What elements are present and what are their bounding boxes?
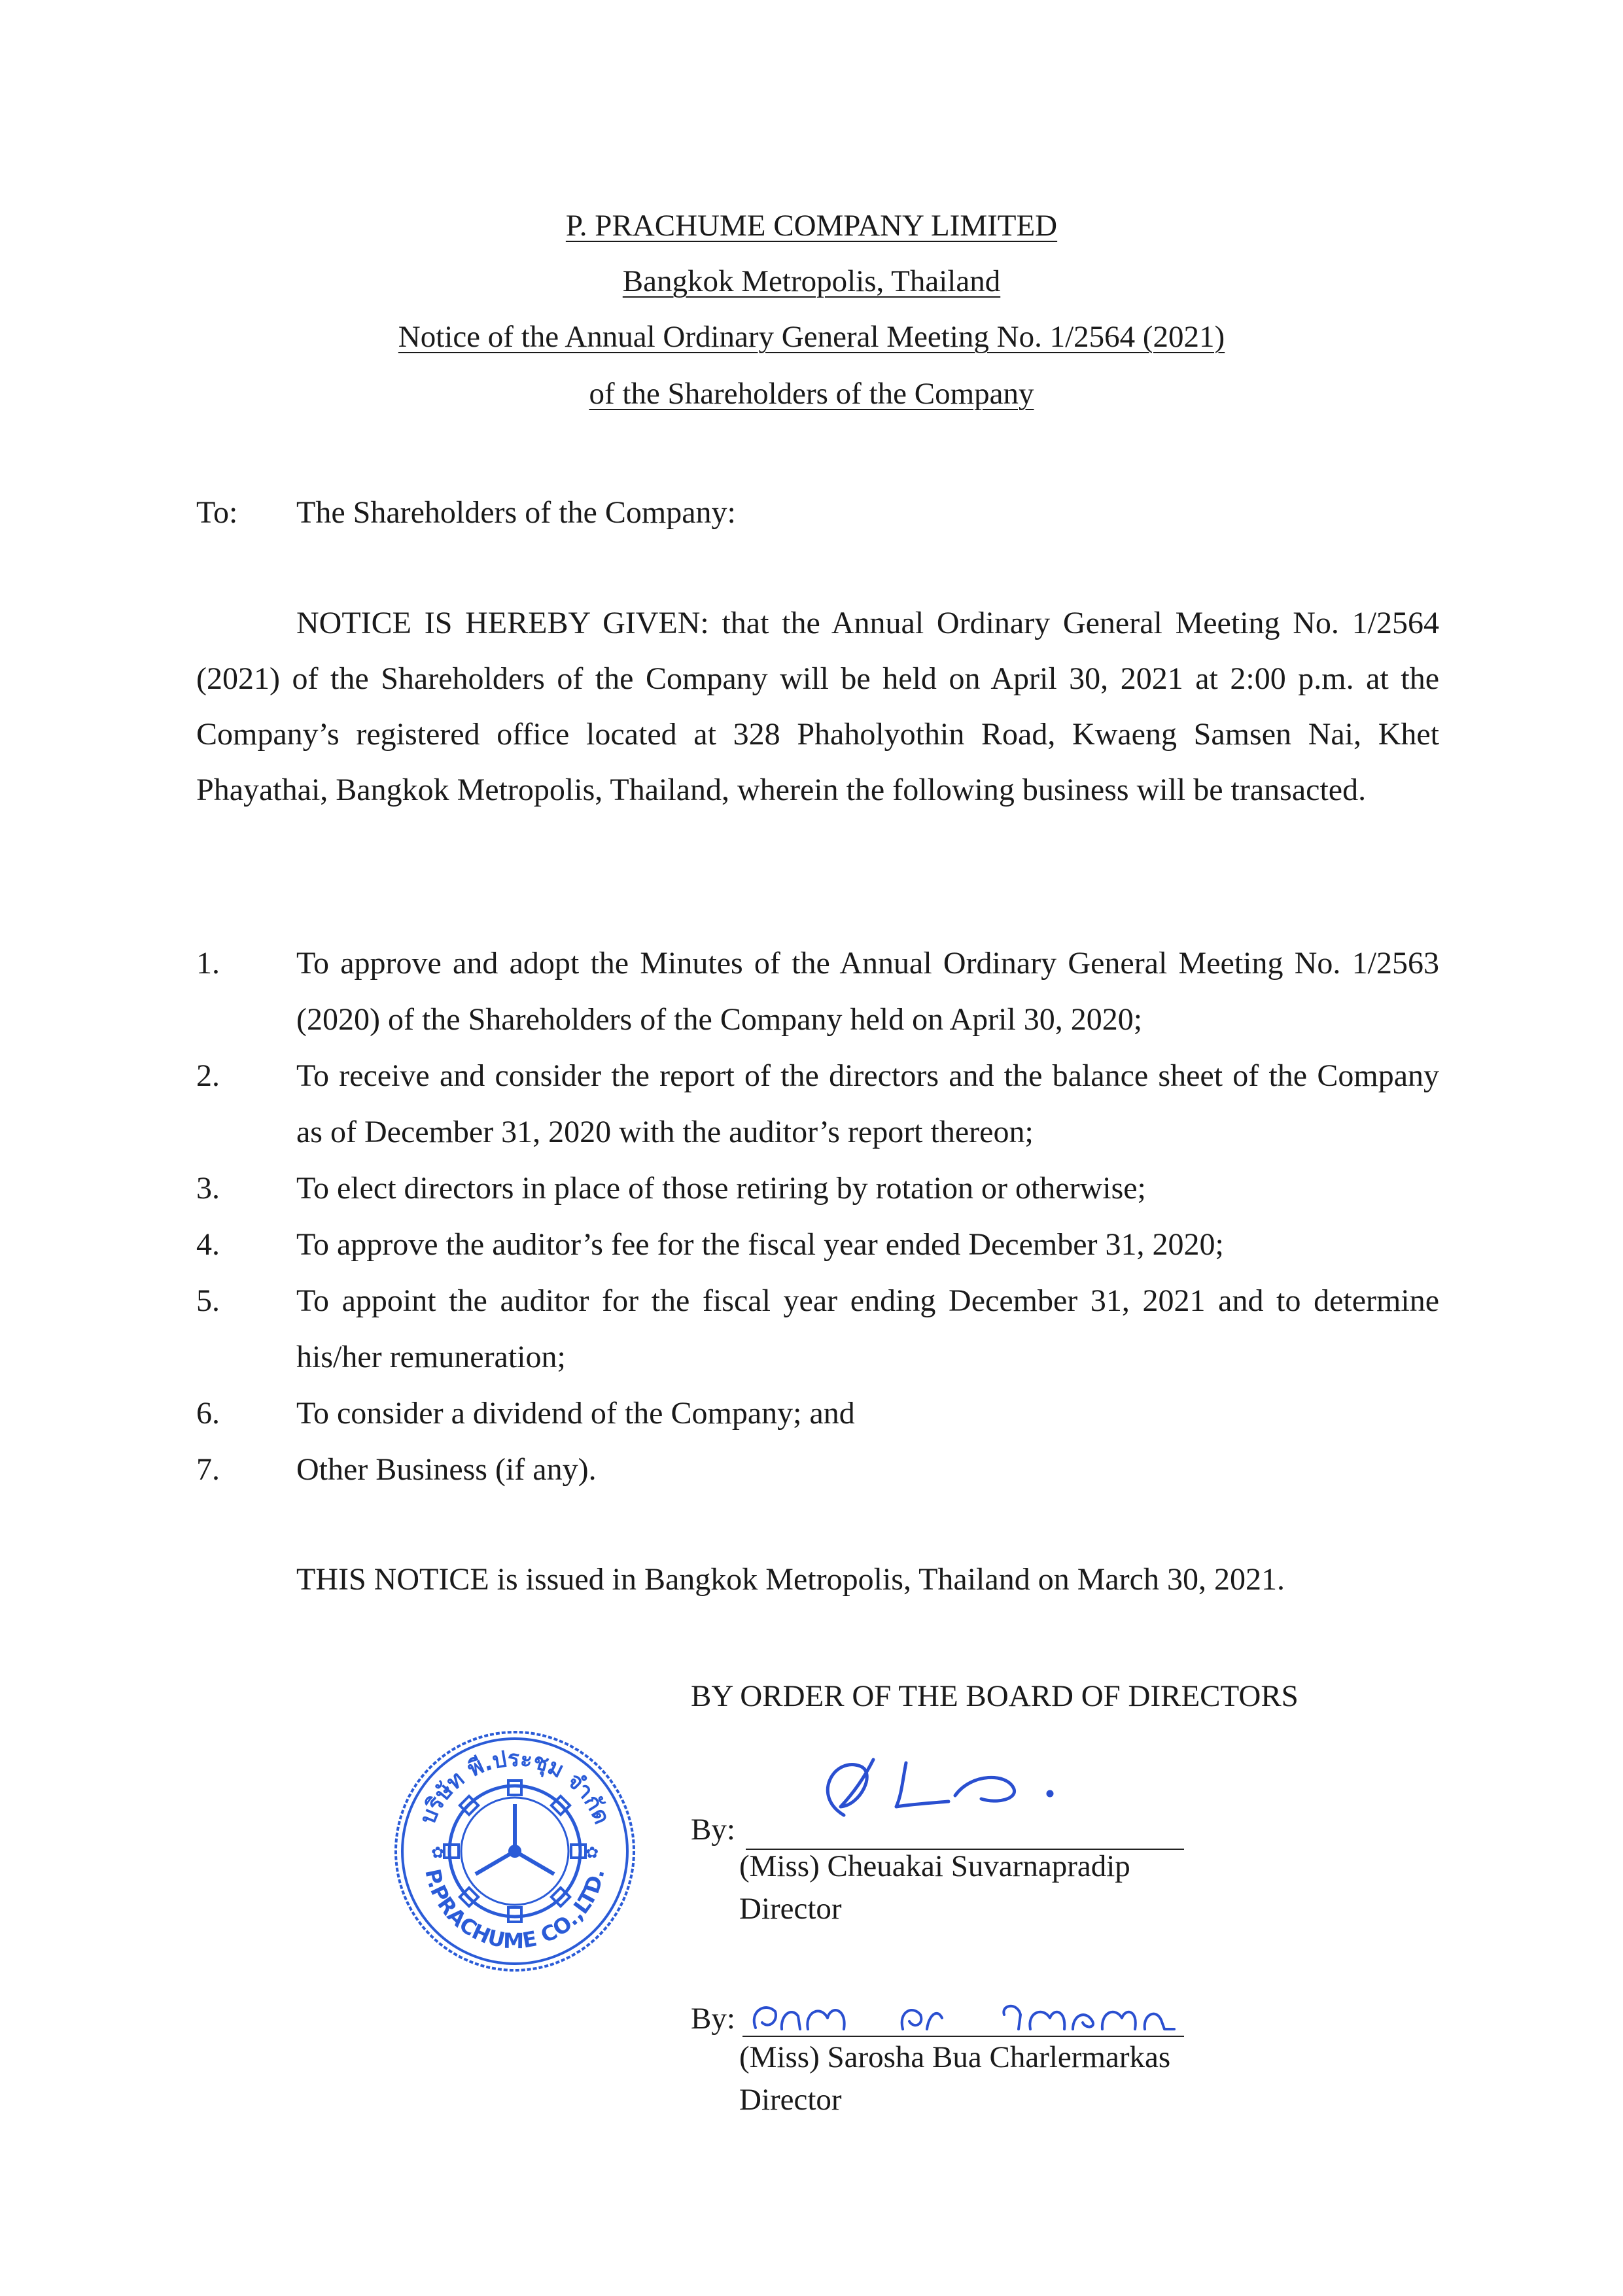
signature-1 — [798, 1733, 1073, 1838]
signature-2-line — [742, 2036, 1184, 2037]
issued-statement: THIS NOTICE is issued in Bangkok Metropolis, Thailand on March 30, 2021. — [296, 1562, 1285, 1597]
signatory-2-name: (Miss) Sarosha Bua Charlermarkas — [739, 2040, 1171, 2074]
agenda-item — [196, 1217, 1439, 1273]
agenda-item — [196, 935, 1439, 1048]
agenda-item-number: 1. — [196, 946, 220, 981]
company-seal — [391, 1727, 639, 1975]
notice-subtitle: of the Shareholders of the Company — [589, 377, 1034, 411]
agenda-item-number: 5. — [196, 1283, 220, 1318]
agenda-list — [196, 935, 1439, 1498]
signatory-1-title: Director — [739, 1892, 842, 1926]
agenda-item-number: 4. — [196, 1227, 220, 1262]
agenda-item — [196, 1048, 1439, 1160]
signatory-1-name: (Miss) Cheuakai Suvarnapradip — [739, 1849, 1130, 1883]
agenda-item — [196, 1385, 1439, 1442]
agenda-item-text: To approve the auditor’s fee for the fiscal year ended December 31, 2020; — [296, 1227, 1224, 1262]
seal-text-top: บริษัท พี.ประชุม จำกัด — [414, 1745, 616, 1828]
company-name: P. PRACHUME COMPANY LIMITED — [565, 209, 1058, 243]
agenda-item — [196, 1442, 1439, 1498]
agenda-item-number: 2. — [196, 1058, 220, 1093]
addressee-label: To: — [196, 495, 238, 530]
svg-text:P.PRACHUME CO.,LTD. — [420, 1867, 609, 1954]
svg-text:✿: ✿ — [585, 1843, 599, 1862]
agenda-item-number: 3. — [196, 1171, 220, 1206]
svg-text:✿: ✿ — [431, 1843, 445, 1862]
addressee-text: The Shareholders of the Company: — [296, 495, 736, 530]
agenda-item-text: To elect directors in place of those retiring by rotation or otherwise; — [296, 1171, 1146, 1206]
signature-2 — [742, 1989, 1187, 2041]
agenda-item-text: To receive and consider the report of the directors and the balance sheet of the Company as of December 31, 2020 with the auditor’s report thereon; — [296, 1058, 1439, 1149]
notice-paragraph: NOTICE IS HEREBY GIVEN: that the Annual Ordinary General Meeting No. 1/2564 (2021) of the Shareholders of the Company will be held on April 30, 2021 at 2:00 p.m. at the Company’s registered office located at 328 Phaholyothin Road, Kwaeng Samsen Nai, Khet Phayathai, Bangkok Metropolis, Thailand, wherein the following business will be transacted. — [196, 606, 1439, 807]
agenda-item-number: 6. — [196, 1396, 220, 1431]
agenda-item-text: To appoint the auditor for the fiscal year ending December 31, 2021 and to determine his/her remuneration; — [296, 1283, 1439, 1374]
agenda-item — [196, 1273, 1439, 1385]
signatory-1-by-label: By: — [691, 1813, 735, 1847]
signatory-2-title: Director — [739, 2083, 842, 2117]
seal-text-bottom: P.PRACHUME CO.,LTD. — [420, 1866, 610, 1954]
agenda-item-number: 7. — [196, 1452, 220, 1487]
agenda-item-text: To approve and adopt the Minutes of the Annual Ordinary General Meeting No. 1/2563 (2020) of the Shareholders of the Company held on April 30, 2020; — [296, 946, 1439, 1037]
agenda-item — [196, 1160, 1439, 1217]
notice-title: Notice of the Annual Ordinary General Meeting No. 1/2564 (2021) — [398, 320, 1225, 354]
agenda-item-text: To consider a dividend of the Company; and — [296, 1396, 855, 1431]
agenda-item-text: Other Business (if any). — [296, 1452, 597, 1487]
board-order: BY ORDER OF THE BOARD OF DIRECTORS — [691, 1679, 1299, 1713]
company-location: Bangkok Metropolis, Thailand — [622, 264, 1001, 298]
signatory-2-by-label: By: — [691, 2002, 735, 2036]
